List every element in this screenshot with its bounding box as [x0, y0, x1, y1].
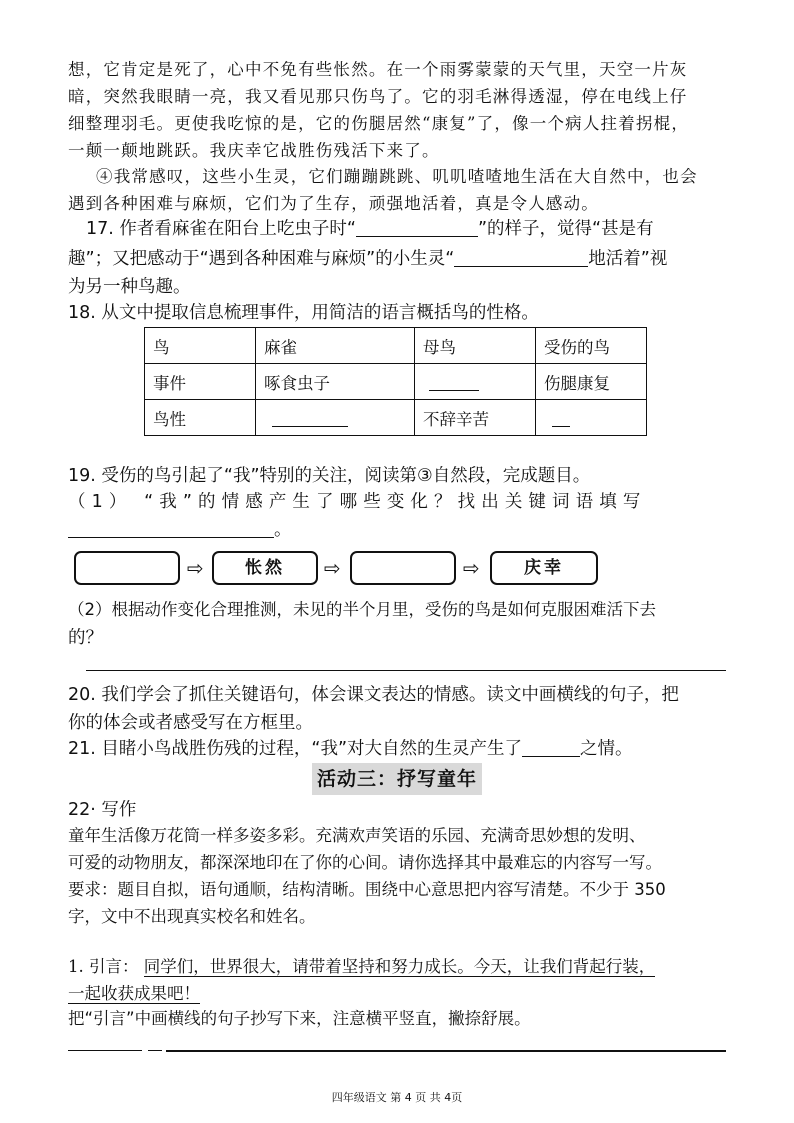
q19-sub1: （1） “我”的情感产生了哪些变化？找出关键词语填写 [68, 492, 647, 512]
q22-line-2: 可爱的动物朋友，都深深地印在了你的心间。请你选择其中最难忘的内容写一写。 [68, 853, 662, 872]
q22-line-3: 要求：题目自拟，语句通顺，结构清晰。围绕中心意思把内容写清楚。不少于 350 [68, 880, 666, 899]
q21-text-a: 21. 目睹小鸟战胜伤残的过程，“我”对大自然的生灵产生了 [68, 739, 523, 759]
q21-blank[interactable] [522, 738, 580, 757]
table-cell: 伤腿康复 [536, 364, 647, 400]
table-row [145, 400, 647, 436]
answer-cell[interactable] [536, 400, 647, 436]
quote-underlined-1: 同学们，世界很大，请带着坚持和努力成长。今天，让我们背起行装， [143, 957, 656, 976]
q19-sub2-line-2: 的？ [68, 628, 103, 648]
quote-line-2 [68, 980, 200, 1008]
passage-line-4: 一颠一颠地跳跃。我庆幸它战胜伤残活下来了。 [68, 141, 440, 160]
q17-text-2b: 地活着”视 [588, 249, 668, 269]
passage-line-3: 细整理羽毛。更使我吃惊的是，它的伤腿居然“康复”了，像一个病人拄着拐棍， [68, 114, 690, 133]
passage-line-6: 遇到各种困难与麻烦，它们为了生存，顽强地活着，真是令人感动。 [68, 194, 599, 213]
q17-text-2a: 趣”；又把感动于“遇到各种困难与麻烦”的小生灵“ [68, 249, 455, 269]
table-cell: 不辞辛苦 [415, 400, 536, 436]
table-header-cell: 受伤的鸟 [536, 328, 647, 364]
emotion-box-2: 怅然 [212, 551, 318, 585]
quote-instruction: 把“引言”中画横线的句子抄写下来，注意横平竖直，撇捺舒展。 [68, 1009, 531, 1028]
q18-question: 18. 从文中提取信息梳理事件，用简洁的语言概括鸟的性格。 [68, 303, 539, 323]
quote-underlined-2: 一起收获成果吧！ [68, 984, 200, 1003]
q17-line-2 [68, 245, 667, 273]
q22-label: 22· 写作 [68, 800, 137, 820]
passage-line-2: 暗，突然我眼睛一亮，我又看见那只伤鸟了。它的羽毛淋得透湿，停在电线上仔 [68, 87, 688, 106]
table-row-label: 鸟性 [145, 400, 256, 436]
q22-line-1: 童年生活像万花筒一样多姿多彩。充满欢声笑语的乐园、充满奇思妙想的发明、 [68, 826, 646, 845]
q17-blank-1[interactable] [356, 218, 478, 237]
table-row-label: 事件 [145, 364, 256, 400]
table-row [145, 364, 647, 400]
arrow-right-icon: ⇨ [324, 556, 341, 580]
quote-line-1 [68, 953, 655, 981]
q17-text-1b: ”的样子，觉得“甚是有 [477, 219, 654, 239]
answer-blank[interactable] [272, 408, 348, 427]
q19-sub1-end: 。 [274, 520, 292, 540]
q22-line-4: 字，文中不出现真实校名和姓名。 [68, 907, 316, 926]
q20-line-1: 20. 我们学会了抓住关键语句，体会课文表达的情感。读文中画横线的句子，把 [68, 685, 679, 705]
emotion-box-1[interactable] [74, 551, 180, 585]
arrow-right-icon: ⇨ [463, 556, 480, 580]
q19-sub2-line-1: （2）根据动作变化合理推测，未见的半个月里，受伤的鸟是如何克服困难活下去 [68, 600, 656, 619]
q20-line-2: 你的体会或者感受写在方框里。 [68, 713, 313, 733]
q17-blank-2[interactable] [454, 248, 588, 267]
passage-line-5: ④我常感叹，这些小生灵，它们蹦蹦跳跳、叽叽喳喳地生活在大自然中，也会 [96, 167, 698, 186]
bird-event-table [144, 327, 647, 436]
q17-line-1 [86, 215, 654, 243]
answer-cell[interactable] [256, 400, 415, 436]
answer-blank[interactable] [552, 408, 570, 427]
emotion-box-3[interactable] [350, 551, 456, 585]
q21-text-b: 之情。 [580, 739, 633, 759]
q19-sub1-answer [68, 516, 292, 544]
passage-line-1: 想，它肯定是死了，心中不免有些怅然。在一个雨雾蒙蒙的天气里，天空一片灰 [68, 60, 688, 79]
q19-sub1-blank[interactable] [68, 519, 274, 538]
page-footer: 四年级语文 第 4 页 共 4页 [331, 1091, 463, 1104]
copy-line-segment[interactable] [68, 1050, 142, 1051]
q17-line-3: 为另一种鸟趣。 [68, 277, 191, 297]
table-cell: 啄食虫子 [256, 364, 415, 400]
table-header-cell: 鸟 [145, 328, 256, 364]
copy-line-segment[interactable] [148, 1050, 162, 1051]
table-header-cell: 麻雀 [256, 328, 415, 364]
arrow-right-icon: ⇨ [187, 556, 204, 580]
quote-prefix: 1. 引言： [68, 957, 139, 976]
table-header-cell: 母鸟 [415, 328, 536, 364]
table-row [145, 328, 647, 364]
copy-line[interactable] [166, 1050, 726, 1052]
q21-line [68, 735, 633, 763]
q19-answer-line[interactable] [86, 670, 726, 671]
answer-blank[interactable] [429, 372, 479, 391]
emotion-box-4: 庆幸 [490, 551, 598, 585]
q19-question: 19. 受伤的鸟引起了“我”特别的关注，阅读第③自然段，完成题目。 [68, 466, 591, 486]
q17-text-1a: 17. 作者看麻雀在阳台上吃虫子时“ [86, 219, 356, 239]
activity-title: 活动三：抒写童年 [312, 763, 482, 795]
answer-cell[interactable] [415, 364, 536, 400]
